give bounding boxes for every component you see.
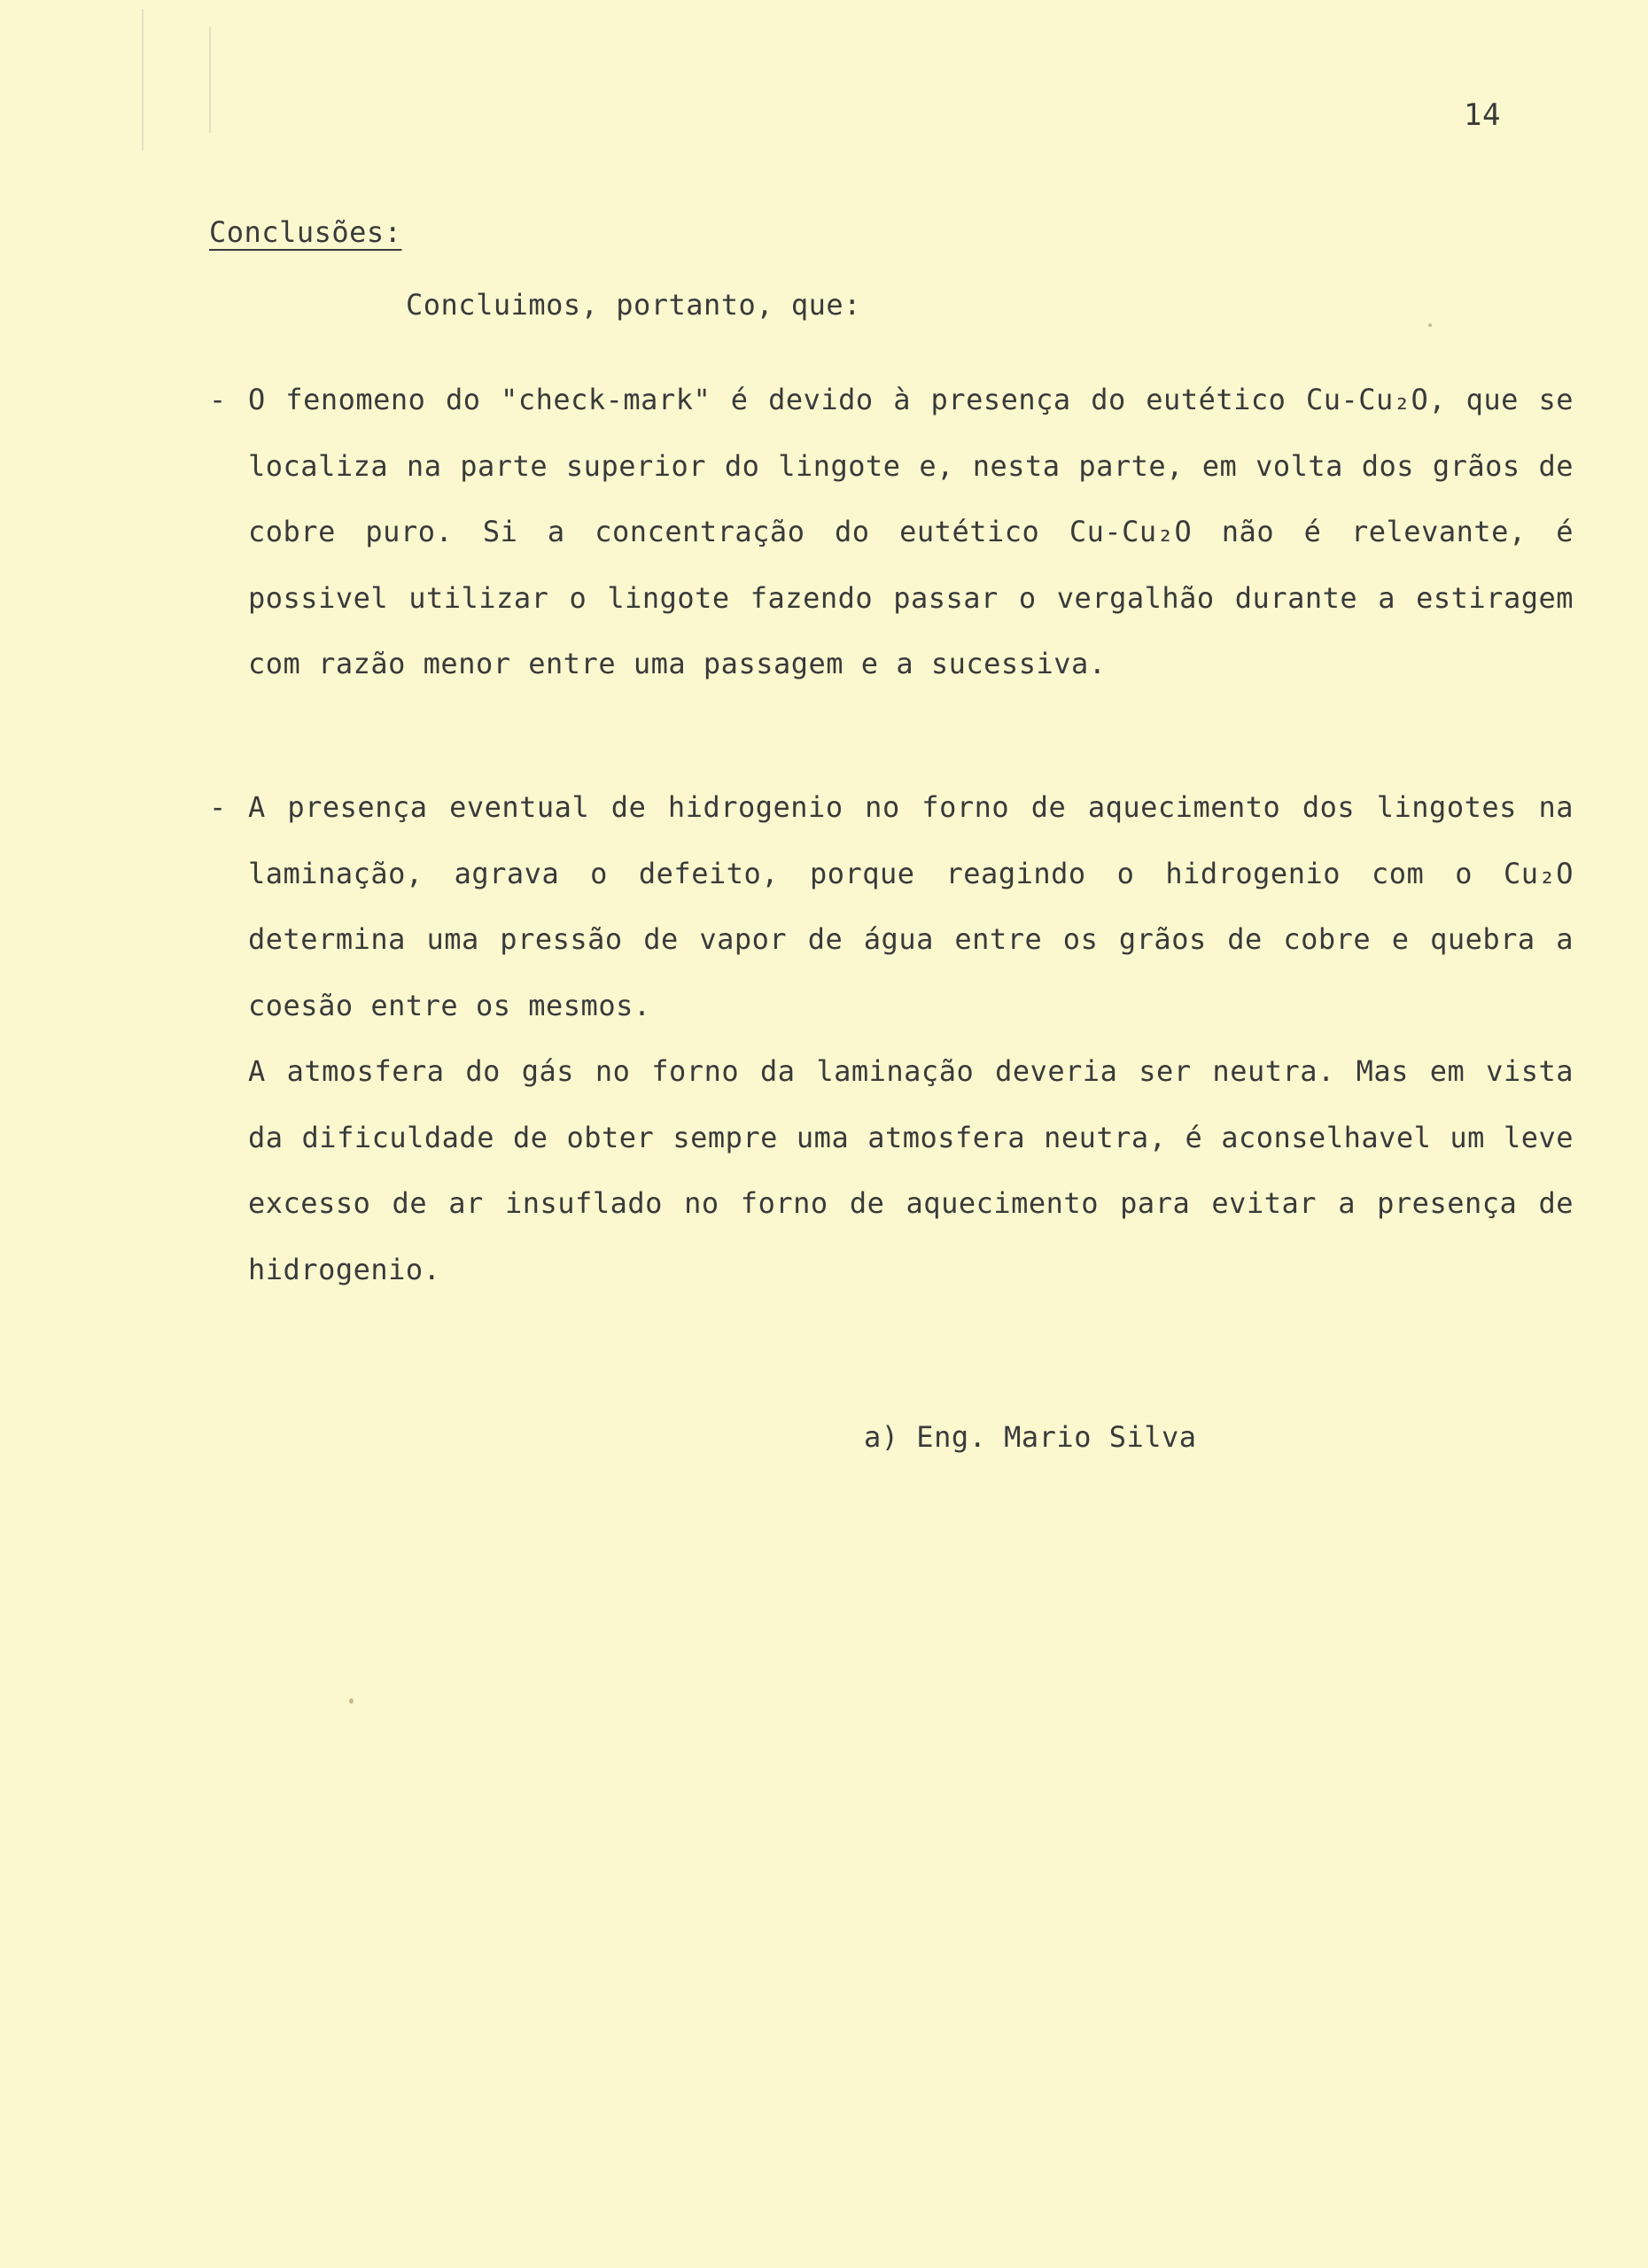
paper-fold-line (209, 27, 211, 133)
signature: a) Eng. Mario Silva (864, 1420, 1197, 1454)
list-bullet: - (209, 790, 227, 824)
list-bullet: - (209, 383, 227, 416)
paper-speck (349, 1698, 354, 1704)
paper-fold-line (142, 9, 144, 151)
conclusion-note: A atmosfera do gás no forno da laminação deveria ser neutra. Mas em vista da dificuldade de obter sempre uma atmosfera neutra, é aconselhavel um leve excesso de ar insuflado no forno de aquecimento para evitar a presença de hidrogenio. (248, 1054, 1574, 1286)
paper-speck (1428, 323, 1432, 327)
intro-text: Concluimos, portanto, que: (406, 288, 861, 322)
conclusion-text: A presença eventual de hidrogenio no forno de aquecimento dos lingotes na laminação, agrava o defeito, porque reagindo o hidrogenio com o Cu₂O determina uma pressão de vapor de água entre os grãos de cobre e quebra a coesão entre os mesmos. (248, 790, 1574, 1022)
page-number: 14 (1464, 97, 1501, 133)
conclusion-text: O fenomeno do "check-mark" é devido à presença do eutético Cu-Cu₂O, que se localiza na parte superior do lingote e, nesta parte, em volta dos grãos de cobre puro. Si a concentração do eutético Cu-Cu₂O não é relevante, é possivel utilizar o lingote fazendo passar o vergalhão durante a estiragem com razão menor entre uma passagem e a sucessiva. (248, 383, 1574, 680)
conclusion-item (209, 367, 1574, 697)
conclusion-item (209, 774, 1574, 1302)
section-title: Conclusões: (209, 215, 402, 249)
